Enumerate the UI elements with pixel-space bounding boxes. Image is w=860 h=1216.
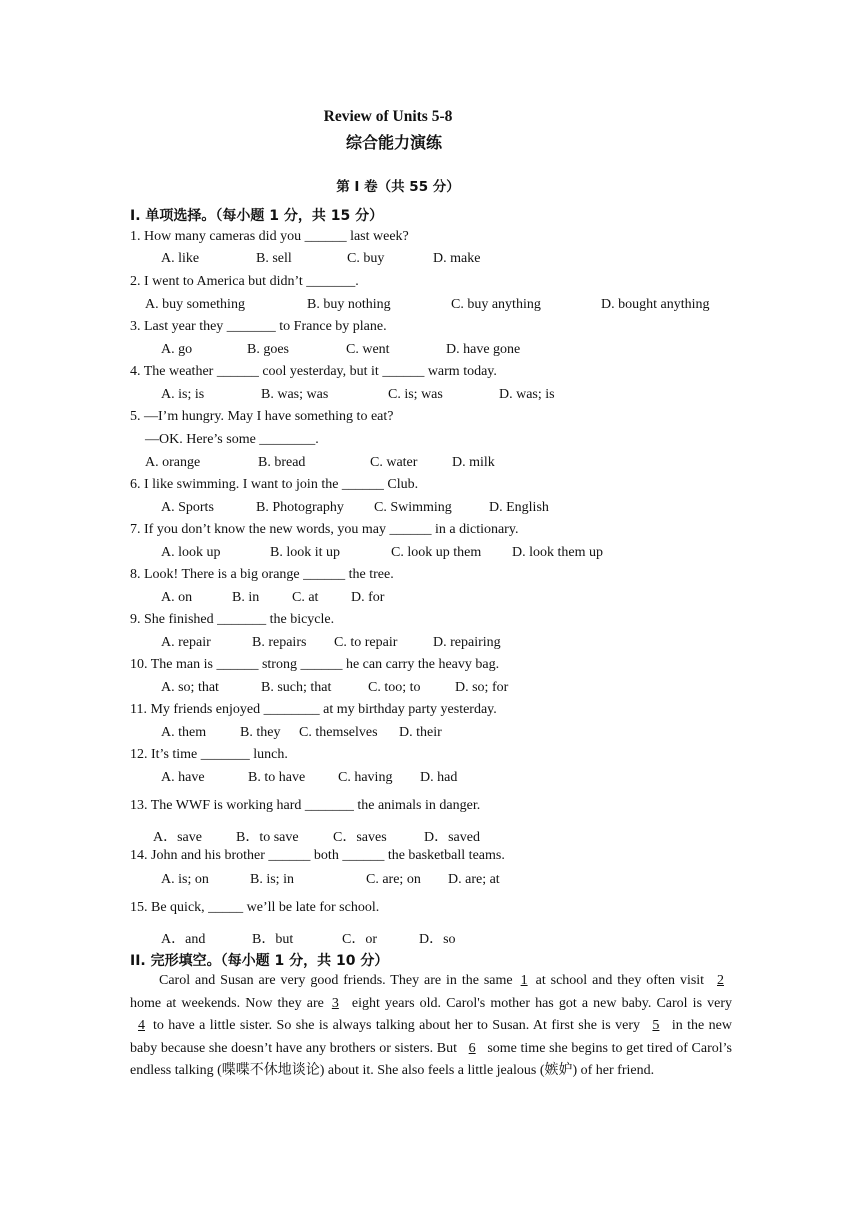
passage-text: at school and they often visit <box>535 973 709 988</box>
option: C. too; to <box>368 680 421 695</box>
option: B. bread <box>258 455 306 470</box>
option: D. was; is <box>499 387 555 402</box>
cloze-blank: 2 <box>717 973 724 988</box>
cloze-blank: 4 <box>138 1018 145 1034</box>
option: C. to repair <box>334 635 398 650</box>
option: A. them <box>161 725 207 740</box>
option: B. goes <box>247 342 289 357</box>
option: A. is; is <box>161 387 205 402</box>
option: A. go <box>161 342 193 357</box>
option: D. so; for <box>455 680 509 695</box>
question-stem: 3. Last year they _______ to France by plane. <box>130 319 387 334</box>
option: A. buy something <box>145 297 245 312</box>
cloze-blank: 5 <box>652 1018 660 1034</box>
option: B. was; was <box>261 387 329 402</box>
option: B. repairs <box>252 635 307 650</box>
option: D．saved <box>424 830 480 845</box>
option: B. look it up <box>270 545 341 560</box>
option: C．saves <box>333 830 387 845</box>
option: D. look them up <box>512 545 603 560</box>
option: D. repairing <box>433 635 501 650</box>
option: A. have <box>161 770 205 785</box>
option: B．but <box>252 932 294 947</box>
question-stem: 12. It’s time _______ lunch. <box>130 747 288 762</box>
passage-text: in the new baby because she doesn’t have any brothers or sisters. But <box>130 1018 732 1056</box>
passage-text: Carol and Susan are very good friends. They are in the same <box>159 973 513 988</box>
option: A. orange <box>145 455 201 470</box>
document-subtitle: 综合能力演练 <box>345 133 442 152</box>
option: A. look up <box>161 545 221 560</box>
passage-text: eight years old. Carol's mother has got a new baby. Carol is very <box>346 995 732 1011</box>
option: D. are; at <box>448 872 500 887</box>
question-stem: 14. John and his brother ______ both ______ the basketball teams. <box>130 848 505 863</box>
question-stem: 2. I went to America but didn’t _______. <box>130 274 359 289</box>
option: D．so <box>419 932 456 947</box>
option: A. so; that <box>161 680 219 695</box>
option: A. repair <box>161 635 211 650</box>
question-stem-reply: —OK. Here’s some ________. <box>145 432 319 447</box>
option: A. is; on <box>161 872 209 887</box>
option: C. at <box>292 590 319 605</box>
question-stem: 4. The weather ______ cool yesterday, but it ______ warm today. <box>130 364 497 379</box>
option: D. their <box>399 725 442 740</box>
option: C. are; on <box>366 872 421 887</box>
question-stem: 6. I like swimming. I want to join the ______ Club. <box>130 477 419 492</box>
option: B. in <box>232 590 260 605</box>
option: D. have gone <box>446 342 521 357</box>
document-title: Review of Units 5-8 <box>323 108 453 125</box>
question-stem: 10. The man is ______ strong ______ he can carry the heavy bag. <box>130 657 500 672</box>
option: C. Swimming <box>374 500 452 515</box>
option: A．save <box>153 830 202 845</box>
option: C．or <box>342 932 377 947</box>
part-heading: 第 I 卷（共 55 分） <box>336 179 460 195</box>
option: A. on <box>161 590 193 605</box>
question-stem: 7. If you don’t know the new words, you may ______ in a dictionary. <box>130 522 519 537</box>
option: A. Sports <box>161 500 214 515</box>
question-stem: 5. —I’m hungry. May I have something to eat? <box>130 409 394 424</box>
option: D. make <box>433 251 481 266</box>
option: C. look up them <box>391 545 482 560</box>
passage-text: to have a little sister. So she is always talking about her to Susan. At first she is very <box>153 1018 645 1034</box>
question-stem: 8. Look! There is a big orange ______ the tree. <box>130 567 394 582</box>
option: B．to save <box>236 830 299 845</box>
option: D. bought anything <box>601 297 710 312</box>
option: C. buy anything <box>451 297 541 312</box>
option: B. is; in <box>250 872 294 887</box>
option: C. themselves <box>299 725 378 740</box>
question-stem: 13. The WWF is working hard _______ the animals in danger. <box>130 798 481 813</box>
option: C. is; was <box>388 387 443 402</box>
option: A．and <box>161 932 206 947</box>
option: D. had <box>420 770 458 785</box>
cloze-blank: 1 <box>520 973 528 988</box>
section-heading-cloze: II. 完形填空。（每小题 1 分，共 10 分） <box>130 953 389 969</box>
passage-text: some time she begins to get tired of Carol’s endless talking (喋喋不休地谈论) about it. She also feels a little jealous (嫉妒) of her friend. <box>130 1040 732 1079</box>
option: B. such; that <box>261 680 332 695</box>
question-stem: 9. She finished _______ the bicycle. <box>130 612 335 627</box>
question-stem: 15. Be quick, _____ we’ll be late for school. <box>130 900 380 915</box>
cloze-blank: 6 <box>468 1040 476 1056</box>
question-stem: 1. How many cameras did you ______ last week? <box>130 229 409 244</box>
option: C. having <box>338 770 393 785</box>
option: D. English <box>489 500 549 515</box>
option: C. went <box>346 342 390 357</box>
option: D. for <box>351 590 385 605</box>
option: D. milk <box>452 455 495 470</box>
option: B. to have <box>248 770 306 785</box>
section-heading-multiple-choice: I. 单项选择。（每小题 1 分，共 15 分） <box>130 208 384 224</box>
cloze-passage <box>130 970 732 1083</box>
option: C. buy <box>347 251 385 266</box>
option: B. Photography <box>256 500 344 515</box>
option: A. like <box>161 251 200 266</box>
question-stem: 11. My friends enjoyed ________ at my birthday party yesterday. <box>130 702 497 717</box>
option: B. they <box>240 725 281 740</box>
option: C. water <box>370 455 418 470</box>
cloze-blank: 3 <box>331 995 339 1011</box>
option: B. buy nothing <box>307 297 391 312</box>
passage-text: home at weekends. Now they are <box>130 995 324 1011</box>
option: B. sell <box>256 251 292 266</box>
